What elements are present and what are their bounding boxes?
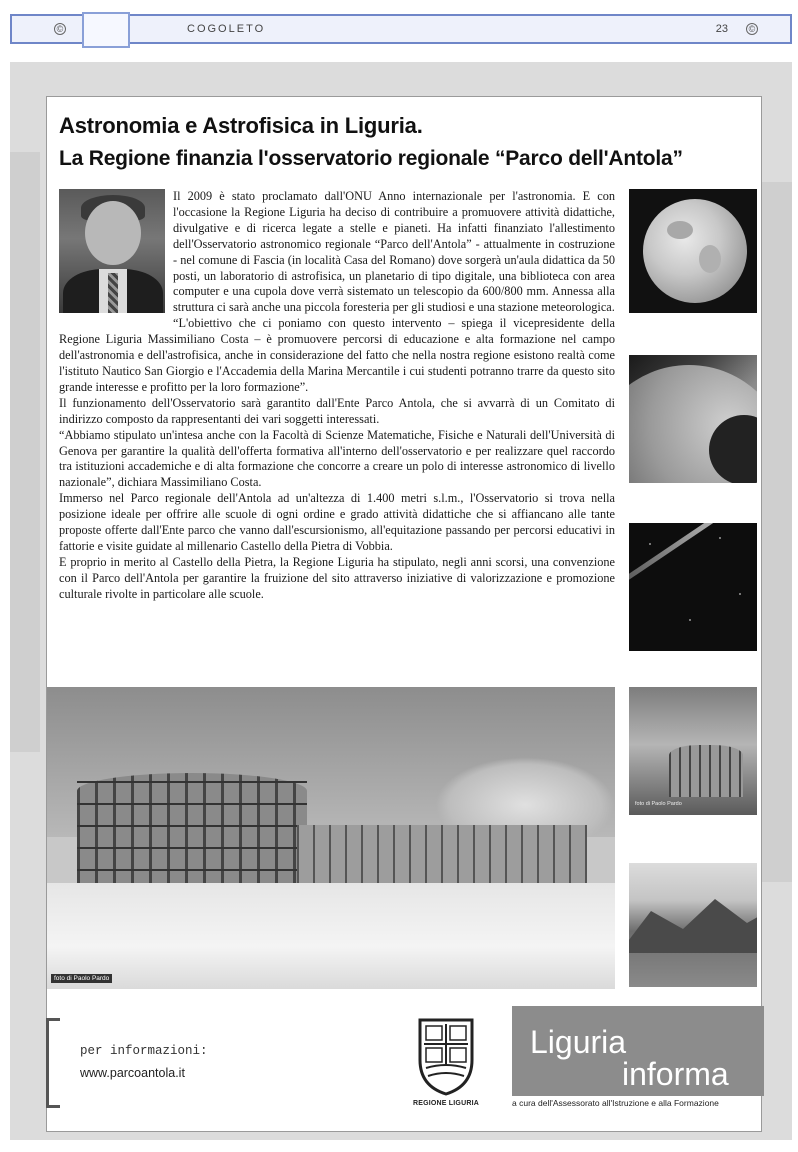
magazine-header-bar [10, 14, 792, 44]
info-website-link[interactable]: www.parcoantola.it [80, 1066, 185, 1080]
bleed-shadow-right [762, 182, 792, 882]
magazine-name: COGOLETO [187, 23, 266, 35]
copyright-icon: © [54, 23, 66, 35]
observatory-construction-photo [47, 687, 615, 989]
crest-caption: REGIONE LIGURIA [412, 1100, 479, 1107]
mountain-landscape-photo [629, 863, 757, 987]
article-paragraph: E proprio in merito al Castello della Pietra, la Regione Liguria ha stipulato, negli anni scorsi, una convenzione con il Parco dell'Antola per garantire la fruizione del sito attraverso iniziative di valorizzazione e promozione culturale rivolte in particolare alle scuole. [59, 554, 615, 601]
info-label: per informazioni: [80, 1044, 208, 1058]
logo-word-liguria: Liguria [530, 1024, 627, 1060]
lunar-surface-photo [629, 355, 757, 483]
page-number: 23 [715, 23, 728, 35]
article-panel [46, 96, 762, 1132]
regione-liguria-crest-icon [414, 1016, 478, 1096]
moon-photo [629, 189, 757, 313]
comet-photo [629, 523, 757, 651]
article-paragraph: Il 2009 è stato proclamato dall'ONU Anno internazionale per l'astronomia. E con l'occasione la Regione Liguria ha deciso di contribuire a promuovere attività didattiche, divulgative e di ricerca legate a stelle e pianeti. Ha infatti finanziato l'allestimento dell'Osservatorio astronomico regionale “Parco dell'Antola” - attualmente in costruzione - nel comune di Fascia (in località Casa del Romano) dove sorgerà un'aula didattica da 50 posti, un laboratorio di astrofisica, un planetario di tipo digitale, una biblioteca con area computer e una cupola dove verrà sistemato un telescopio da 600/800 mm. Annessa alla struttura ci sarà anche una piccola foresteria per gli studiosi e una stazione meteorologica. [173, 189, 615, 315]
article-subheadline: La Regione finanzia l'osservatorio regionale “Parco dell'Antola” [59, 147, 683, 170]
header-tab-decoration [82, 12, 130, 48]
article-paragraph: Immerso nel Parco regionale dell'Antola ad un'altezza di 1.400 metri s.l.m., l'Osservatorio si trova nella posizione ideale per offrire alle scuole di ogni ordine e grado attività didattiche che si affiancano alle tante proposte offerte dall'Ente parco che vanno dall'escursionismo, all'equitazione passando per percorsi educativi in fattorie e visite guidate al millenario Castello della Pietra di Vobbia. [59, 491, 615, 553]
article-headline: Astronomia e Astrofisica in Liguria. [59, 113, 423, 138]
logo-caption: a cura dell'Assessorato all'Istruzione e alla Formazione [512, 1098, 719, 1108]
observatory-thumbnail-photo [629, 687, 757, 815]
info-bracket-decoration [46, 1018, 60, 1108]
article-body [59, 189, 615, 603]
copyright-icon-right: © [746, 23, 758, 35]
logo-word-informa: informa [622, 1056, 729, 1092]
thumbnail-photo-credit: foto di Paolo Pardo [635, 801, 682, 807]
article-paragraph: “L'obiettivo che ci poniamo con questo intervento – spiega il vicepresidente della Regione Liguria Massimiliano Costa – è promuovere percorsi di educazione e alta formazione nel campo dell'astronomia e dell'astrofisica, anche in considerazione del fatto che nella nostra regione esistono realtà come l'istituto Nautico San Giorgio e l'Accademia della Marina Mercantile i cui studenti potranno trarre da questo sito grande interesse e profitto per la loro formazione”. [59, 316, 615, 394]
article-paragraph: “Abbiamo stipulato un'intesa anche con la Facoltà di Scienze Matematiche, Fisiche e Naturali dell'Università di Genova per garantire la qualità dell'offerta formativa all'interno dell'osservatorio e per realizzare quel raccordo tra istituzioni accademiche e di alta formazione che concorre a creare un polo di interesse astronomico di livello nazionale”, dichiara Massimiliano Costa. [59, 427, 615, 490]
article-paragraph: Il funzionamento dell'Osservatorio sarà garantito dall'Ente Parco Antola, che si avvarrà di un Comitato di indirizzo composto da rappresentanti dei vari soggetti interessati. [59, 395, 615, 426]
bleed-shadow-left [10, 152, 40, 752]
photo-credit: foto di Paolo Pardo [51, 974, 112, 983]
